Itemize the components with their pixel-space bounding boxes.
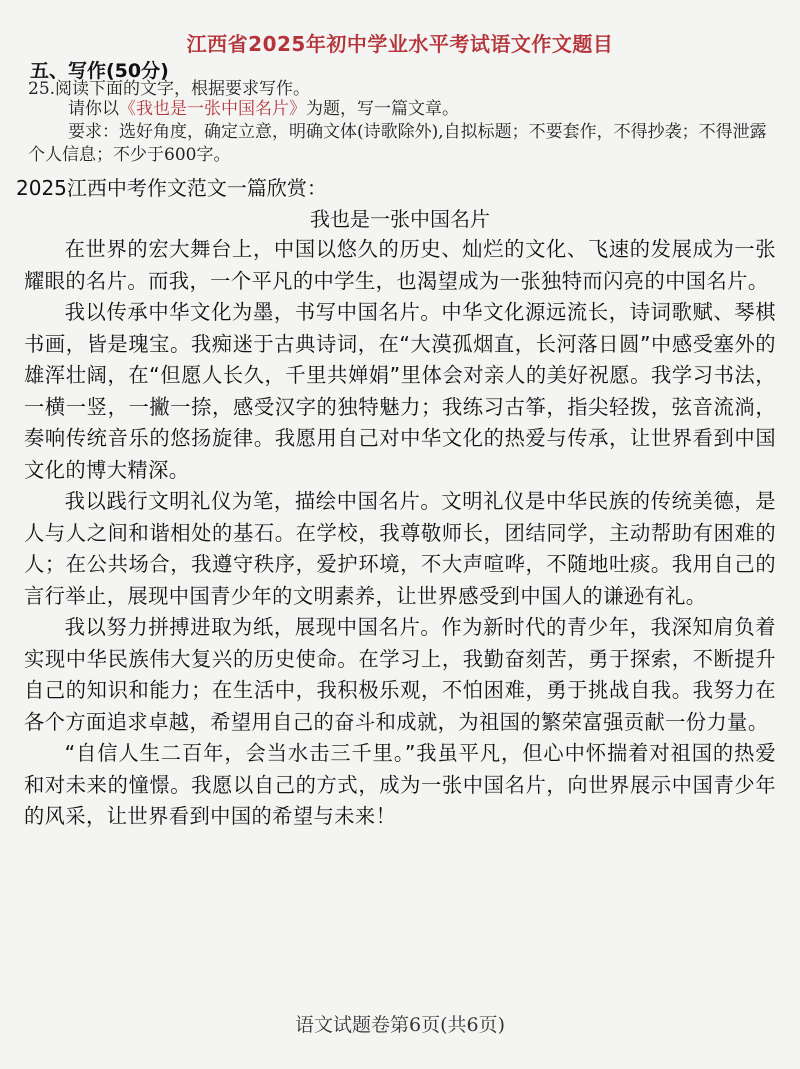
essay-intro-heading: 2025江西中考作文范文一篇欣赏：	[16, 176, 327, 200]
essay-paragraph: 我以努力拼搏进取为纸，展现中国名片。作为新时代的青少年，我深知肩负着实现中华民族伟大复兴的历史使命。在学习上，我勤奋刻苦，勇于探索，不断提升自己的知识和能力；在生活中，我积极乐观，不怕困难，勇于挑战自我。我努力在各个方面追求卓越，希望用自己的奋斗和成就，为祖国的繁荣富强贡献一份力量。	[24, 615, 776, 734]
essay-paragraph: 我以践行文明礼仪为笔，描绘中国名片。文明礼仪是中华民族的传统美德，是人与人之间和谐相处的基石。在学校，我尊敬师长，团结同学，主动帮助有困难的人；在公共场合，我遵守秩序，爱护环境，不大声喧哗，不随地吐痰。我用自己的言行举止，展现中国青少年的文明素养，让世界感受到中国人的谦逊有礼。	[24, 489, 776, 608]
assigned-essay-title: 《我也是一张中国名片》	[119, 99, 306, 119]
document-title: 江西省2025年初中学业水平考试语文作文题目	[186, 32, 614, 56]
essay-paragraph: “自信人生二百年，会当水击三千里。”我虽平凡，但心中怀揣着对祖国的热爱和对未来的憧憬。我愿以自己的方式，成为一张中国名片，向世界展示中国青少年的风采，让世界看到中国的希望与未来！	[24, 741, 776, 828]
instruction-suffix: 为题，写一篇文章。	[306, 99, 459, 119]
essay-paragraph: 在世界的宏大舞台上，中国以悠久的历史、灿烂的文化、飞速的发展成为一张耀眼的名片。而我，一个平凡的中学生，也渴望成为一张独特而闪亮的中国名片。	[24, 237, 776, 293]
essay-title: 我也是一张中国名片	[310, 207, 490, 231]
writing-instruction	[68, 98, 768, 121]
essay-body	[24, 234, 776, 833]
essay-paragraph: 我以传承中华文化为墨，书写中国名片。中华文化源远流长，诗词歌赋、琴棋书画，皆是瑰宝。我痴迷于古典诗词，在“大漠孤烟直，长河落日圆”中感受塞外的雄浑壮阔，在“但愿人长久，千里共婵娟”里体会对亲人的美好祝愿。我学习书法，一横一竖，一撇一捺，感受汉字的独特魅力；我练习古筝，指尖轻拨，弦音流淌，奏响传统音乐的悠扬旋律。我愿用自己对中华文化的热爱与传承，让世界看到中国文化的博大精深。	[24, 300, 776, 482]
section-heading: 五、写作(50分)	[30, 60, 169, 82]
instruction-prefix: 请你以	[68, 99, 119, 119]
page-footer: 语文试题卷第6页(共6页)	[294, 1014, 505, 1036]
question-text: 25.阅读下面的文字，根据要求写作。	[28, 79, 311, 99]
writing-requirements: 要求：选好角度，确定立意，明确文体(诗歌除外),自拟标题；不要套作，不得抄袭；不得泄露个人信息；不少于600字。	[28, 122, 767, 165]
